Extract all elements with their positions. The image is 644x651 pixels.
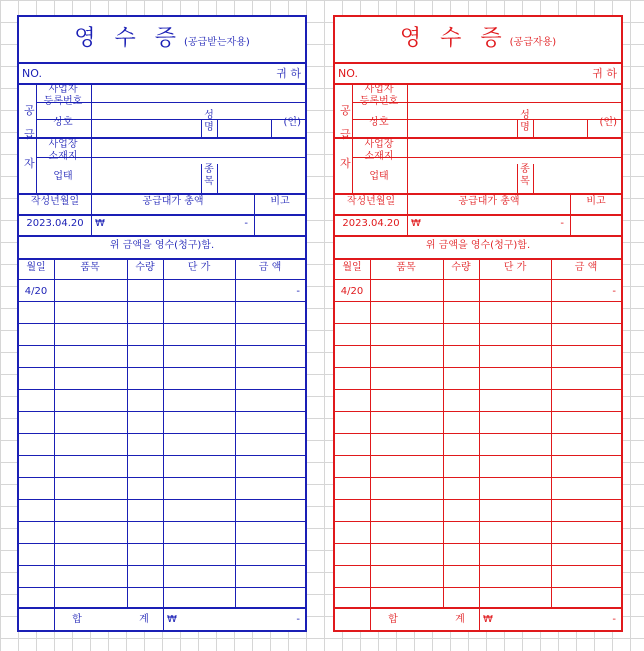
company-name-label: 상호 — [53, 117, 73, 128]
sum-value: - — [612, 614, 616, 625]
table-header-cell: 단 가 — [503, 262, 527, 273]
business-address-label: 소재지 — [48, 151, 78, 162]
rule-line — [335, 455, 621, 456]
receipt-title-group — [74, 28, 250, 50]
rule-line — [19, 367, 305, 368]
supplier-side-char: 자 — [24, 157, 35, 170]
rule-line — [91, 193, 92, 235]
rule-line — [19, 62, 305, 64]
rule-line — [352, 119, 621, 120]
rule-line — [54, 607, 55, 632]
row-amount: - — [296, 286, 300, 297]
rule-line — [517, 164, 518, 193]
supplier-side-char: 자 — [340, 157, 351, 170]
table-header-cell: 수량 — [135, 262, 155, 273]
remarks-header: 비고 — [270, 196, 290, 207]
registration-number-label: 사업자 — [364, 84, 394, 95]
sum-currency: ₩ — [483, 614, 493, 625]
row-date: 4/20 — [24, 286, 48, 297]
rule-line — [370, 607, 371, 632]
business-address-label: 사업장 — [48, 139, 78, 150]
total-amount-value: - — [244, 218, 248, 229]
rule-line — [19, 433, 305, 434]
rule-line — [335, 345, 621, 346]
rule-line — [352, 83, 353, 193]
honorific-label: 귀 하 — [592, 67, 617, 80]
seal-mark: (인) — [599, 117, 617, 128]
no-label: NO. — [22, 67, 42, 80]
rule-line — [335, 565, 621, 566]
honorific-label: 귀 하 — [276, 67, 301, 80]
seal-mark: (인) — [283, 117, 301, 128]
rule-line — [19, 389, 305, 390]
representative-name-label: 성 — [520, 110, 530, 121]
representative-name-label: 명 — [204, 122, 214, 133]
business-address-label: 사업장 — [364, 139, 394, 150]
business-address-label: 소재지 — [364, 151, 394, 162]
rule-line — [335, 214, 621, 216]
receipt-subtitle: (공급받는자용) — [183, 37, 250, 48]
rule-line — [533, 119, 534, 137]
rule-line — [19, 235, 305, 237]
rule-line — [335, 411, 621, 412]
sum-label: 계 — [455, 614, 465, 625]
rule-line — [407, 193, 408, 235]
business-type-label: 업태 — [369, 171, 389, 182]
rule-line — [36, 83, 37, 193]
sum-label: 계 — [139, 614, 149, 625]
receipt-title-group — [400, 28, 556, 50]
rule-line — [254, 193, 255, 235]
registration-number-label: 등록번호 — [359, 96, 399, 107]
issue-date-header: 작성년월일 — [346, 196, 396, 207]
rule-line — [201, 164, 202, 193]
rule-line — [19, 455, 305, 456]
rule-line — [335, 62, 621, 64]
rule-line — [335, 433, 621, 434]
rule-line — [517, 119, 518, 137]
rule-line — [127, 258, 128, 607]
item-type-label: 목 — [204, 176, 214, 187]
remarks-header: 비고 — [586, 196, 606, 207]
rule-line — [19, 607, 305, 609]
rule-line — [271, 119, 272, 137]
table-header-cell: 품목 — [396, 262, 416, 273]
registration-number-label: 등록번호 — [43, 96, 83, 107]
rule-line — [19, 323, 305, 324]
representative-name-label: 명 — [520, 122, 530, 133]
supplier-side-char: 급 — [340, 128, 351, 141]
currency-symbol: ₩ — [411, 218, 421, 229]
rule-line — [533, 164, 534, 193]
rule-line — [335, 607, 621, 609]
rule-line — [19, 258, 305, 260]
receipt-statement: 위 금액을 영수(청구)함. — [109, 240, 215, 251]
sum-label: 합 — [72, 614, 82, 625]
table-header-cell: 품목 — [80, 262, 100, 273]
rule-line — [587, 119, 588, 137]
row-amount: - — [612, 286, 616, 297]
total-amount-header: 공급대가 총액 — [142, 196, 204, 207]
rule-line — [479, 258, 480, 607]
row-date: 4/20 — [340, 286, 364, 297]
rule-line — [335, 587, 621, 588]
rule-line — [335, 258, 621, 260]
supplier-side-char: 급 — [24, 128, 35, 141]
item-type-label: 종 — [204, 164, 214, 175]
table-header-cell: 금 액 — [258, 262, 282, 273]
total-amount-header: 공급대가 총액 — [458, 196, 520, 207]
table-header-cell: 월일 — [26, 262, 46, 273]
item-type-label: 목 — [520, 176, 530, 187]
business-type-label: 업태 — [53, 171, 73, 182]
representative-name-label: 성 — [204, 110, 214, 121]
rule-line — [335, 301, 621, 302]
sum-label: 합 — [388, 614, 398, 625]
sum-currency: ₩ — [167, 614, 177, 625]
rule-line — [235, 258, 236, 607]
rule-line — [19, 345, 305, 346]
rule-line — [217, 164, 218, 193]
table-header-cell: 월일 — [342, 262, 362, 273]
table-header-cell: 금 액 — [574, 262, 598, 273]
rule-line — [370, 258, 371, 607]
rule-line — [19, 411, 305, 412]
rule-line — [335, 389, 621, 390]
rule-line — [335, 279, 621, 280]
rule-line — [335, 521, 621, 522]
rule-line — [19, 543, 305, 544]
receipt-supplied-copy — [17, 15, 307, 632]
supplier-side-char: 공 — [340, 104, 351, 117]
receipt-subtitle: (공급자용) — [509, 37, 557, 48]
issue-date-header: 작성년월일 — [30, 196, 80, 207]
total-amount-value: - — [560, 218, 564, 229]
rule-line — [54, 258, 55, 607]
rule-line — [91, 83, 92, 193]
rule-line — [19, 499, 305, 500]
rule-line — [335, 499, 621, 500]
rule-line — [217, 119, 218, 137]
rule-line — [163, 607, 164, 632]
issue-date-value: 2023.04.20 — [342, 218, 400, 229]
rule-line — [201, 119, 202, 137]
rule-line — [19, 214, 305, 216]
item-type-label: 종 — [520, 164, 530, 175]
receipt-supplier-copy — [333, 15, 623, 632]
receipt-statement: 위 금액을 영수(청구)함. — [425, 240, 531, 251]
rule-line — [335, 367, 621, 368]
table-header-cell: 단 가 — [187, 262, 211, 273]
rule-line — [479, 607, 480, 632]
company-name-label: 상호 — [369, 117, 389, 128]
rule-line — [335, 235, 621, 237]
rule-line — [335, 323, 621, 324]
registration-number-label: 사업자 — [48, 84, 78, 95]
sum-value: - — [296, 614, 300, 625]
rule-line — [19, 193, 305, 195]
issue-date-value: 2023.04.20 — [26, 218, 84, 229]
receipt-title: 영 수 증 — [74, 26, 182, 51]
rule-line — [551, 258, 552, 607]
rule-line — [36, 119, 305, 120]
rule-line — [335, 193, 621, 195]
receipt-title: 영 수 증 — [399, 26, 508, 51]
rule-line — [163, 258, 164, 607]
rule-line — [19, 477, 305, 478]
rule-line — [19, 565, 305, 566]
supplier-side-char: 공 — [24, 104, 35, 117]
currency-symbol: ₩ — [95, 218, 105, 229]
rule-line — [19, 587, 305, 588]
rule-line — [19, 521, 305, 522]
rule-line — [443, 258, 444, 607]
rule-line — [335, 543, 621, 544]
rule-line — [335, 477, 621, 478]
rule-line — [19, 279, 305, 280]
no-label: NO. — [338, 67, 358, 80]
rule-line — [19, 301, 305, 302]
table-header-cell: 수량 — [451, 262, 471, 273]
rule-line — [570, 193, 571, 235]
rule-line — [407, 83, 408, 193]
